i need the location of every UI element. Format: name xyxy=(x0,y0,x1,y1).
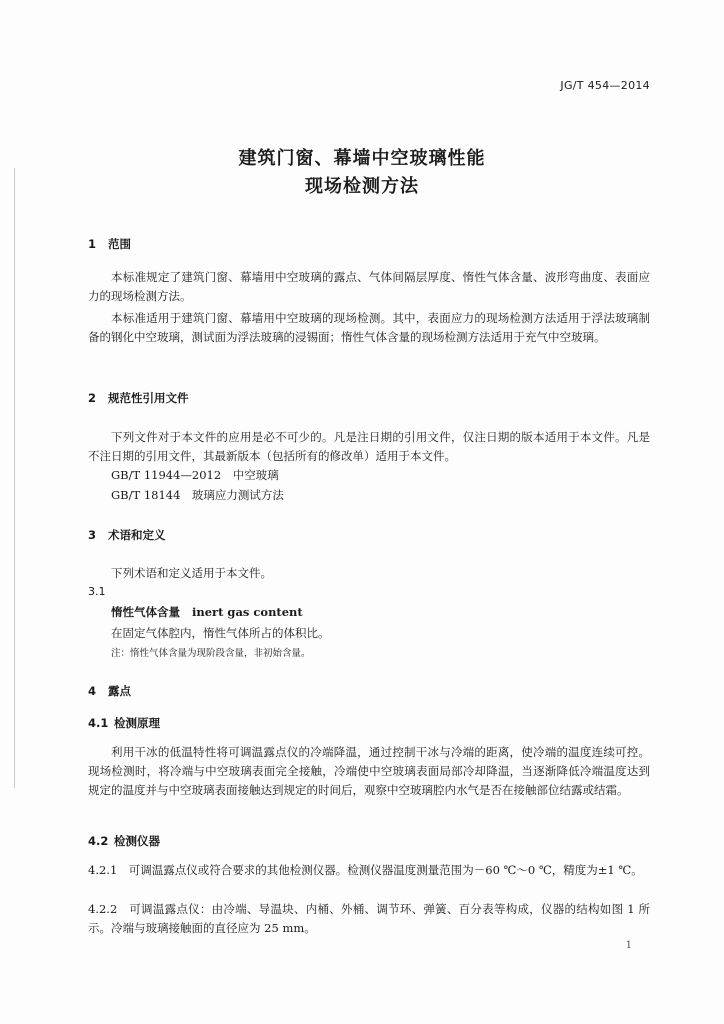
section-title: 范围 xyxy=(108,237,131,251)
document-title-line1: 建筑门窗、幕墙中空玻璃性能 xyxy=(238,148,486,169)
section-title: 规范性引用文件 xyxy=(108,391,189,405)
normative-reference-1: GB/T 11944—2012 中空玻璃 xyxy=(111,468,279,482)
clause-4-2-2: 4.2.2 可调温露点仪：由冷端、导温块、内桶、外桶、调节环、弹簧、百分表等构成，仪器的结构如图 1 所示。冷端与玻璃接触面的直径应为 25 mm。 xyxy=(88,902,650,935)
page-number: 1 xyxy=(625,940,632,951)
section-number: 2 xyxy=(88,391,97,405)
section-4-heading xyxy=(88,683,131,699)
section-title: 术语和定义 xyxy=(108,528,166,542)
section-number: 4 xyxy=(88,684,97,698)
subsection-number: 4.1 xyxy=(88,716,109,730)
subsection-title: 检测仪器 xyxy=(114,834,160,848)
subsection-number: 4.2 xyxy=(88,834,109,848)
normative-reference-2: GB/T 18144 玻璃应力测试方法 xyxy=(111,488,284,502)
section-1-paragraph-1: 本标准规定了建筑门窗、幕墙用中空玻璃的露点、气体间隔层厚度、惰性气体含量、波形弯曲度、表面应力的现场检测方法。 xyxy=(88,270,650,303)
term-definition: 在固定气体腔内，惰性气体所占的体积比。 xyxy=(111,626,330,640)
clause-4-2-1: 4.2.1 可调温露点仪或符合要求的其他检测仪器。检测仪器温度测量范围为－60 ℃～0 ℃，精度为±1 ℃。 xyxy=(88,863,643,877)
section-3-heading xyxy=(88,527,166,543)
document-title-line2: 现场检测方法 xyxy=(305,176,419,197)
subsection-4-1-heading xyxy=(88,715,160,731)
section-1-paragraph-2: 本标准适用于建筑门窗、幕墙用中空玻璃的现场检测。其中，表面应力的现场检测方法适用于浮法玻璃制备的钢化中空玻璃，测试面为浮法玻璃的浸锡面；惰性气体含量的现场检测方法适用于充气中空玻璃。 xyxy=(88,311,650,344)
term-chinese: 惰性气体含量 xyxy=(111,605,180,619)
section-number: 1 xyxy=(88,237,97,251)
section-2-heading xyxy=(88,390,189,406)
term-note: 注：惰性气体含量为现阶段含量，非初始含量。 xyxy=(111,648,311,659)
scan-binding-line xyxy=(14,168,15,788)
section-3-intro: 下列术语和定义适用于本文件。 xyxy=(111,566,272,580)
section-1-heading xyxy=(88,236,131,252)
section-2-paragraph-1: 下列文件对于本文件的应用是必不可少的。凡是注日期的引用文件，仅注日期的版本适用于本文件。凡是不注日期的引用文件，其最新版本（包括所有的修改单）适用于本文件。 xyxy=(88,430,650,463)
term-entry xyxy=(111,604,303,620)
term-english: inert gas content xyxy=(192,605,303,619)
section-title: 露点 xyxy=(108,684,131,698)
subsection-4-1-paragraph: 利用干冰的低温特性将可调温露点仪的冷端降温，通过控制干冰与冷端的距离，使冷端的温度连续可控。现场检测时，将冷端与中空玻璃表面完全接触，冷端使中空玻璃表面局部冷却降温，当逐渐降低冷端温度达到规定的温度并与中空玻璃表面接触达到规定的时间后，观察中空玻璃腔内水气是否在接触部位结露或结霜。 xyxy=(88,745,650,797)
section-number: 3 xyxy=(88,528,97,542)
subsection-4-2-heading xyxy=(88,833,160,849)
standard-code: JG/T 454—2014 xyxy=(560,79,650,92)
subsection-title: 检测原理 xyxy=(114,716,160,730)
term-number: 3.1 xyxy=(88,585,106,598)
